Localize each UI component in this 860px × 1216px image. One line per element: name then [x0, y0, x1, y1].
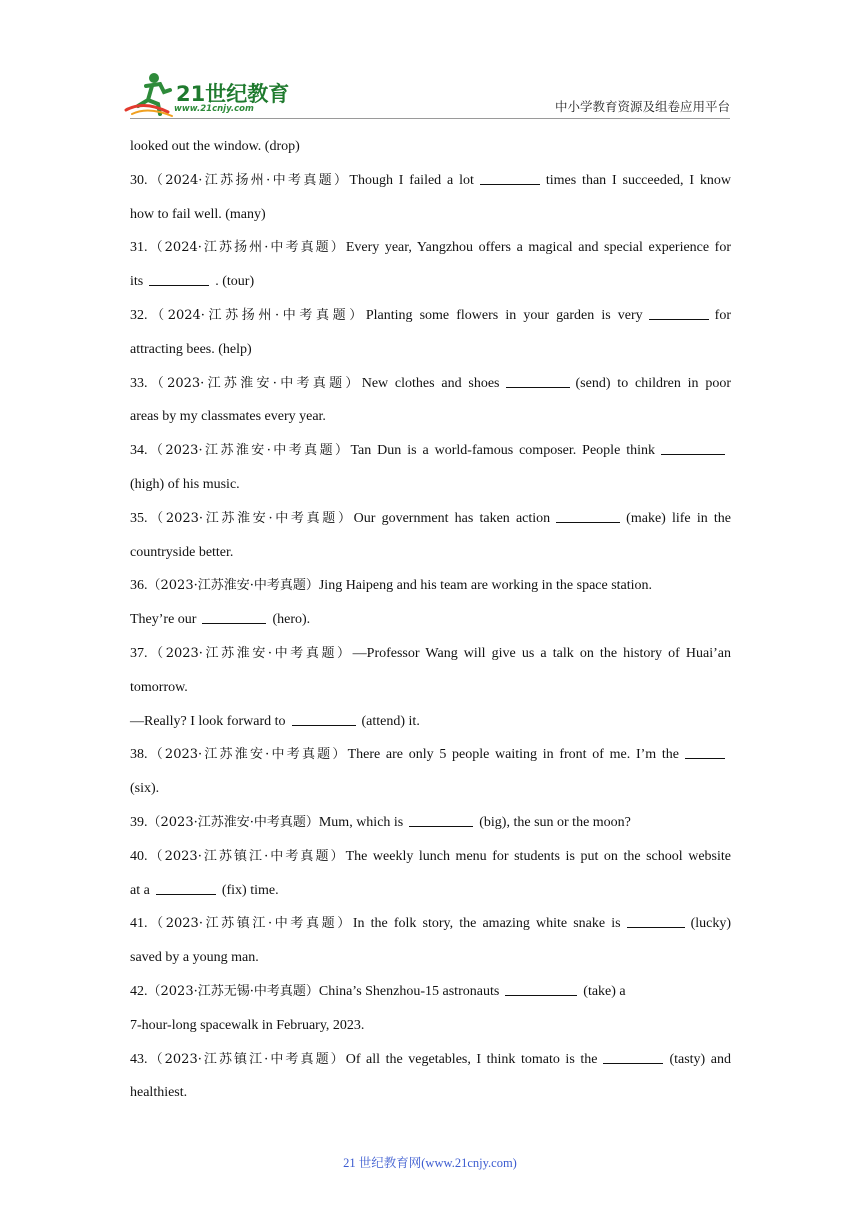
question-source: （2023·江苏淮安·中考真题） — [147, 814, 319, 830]
question-source: （2023·江苏淮安·中考真题） — [147, 510, 354, 526]
question-number: 31. — [130, 240, 148, 256]
question-text-line — [130, 265, 731, 299]
answer-blank[interactable] — [480, 170, 540, 185]
question-number: 32. — [130, 307, 148, 323]
question-line — [130, 434, 731, 468]
answer-blank[interactable] — [505, 981, 577, 996]
answer-blank[interactable] — [156, 880, 216, 895]
question-text: Tan Dun is a world-famous composer. People think — [350, 443, 655, 459]
line-text: tomorrow. — [130, 679, 188, 695]
question-text: —Professor Wang will give us a talk on the history of Huai’an — [352, 645, 731, 661]
question-text-line — [130, 130, 731, 164]
question-source: （2023·江苏淮安·中考真题） — [147, 375, 362, 391]
question-line — [130, 975, 731, 1009]
question-text-line — [130, 198, 731, 232]
header-divider — [130, 118, 730, 119]
answer-blank[interactable] — [603, 1049, 663, 1064]
question-source: （2023·江苏镇江·中考真题） — [147, 848, 346, 864]
answer-blank[interactable] — [409, 812, 473, 827]
answer-blank[interactable] — [649, 305, 709, 320]
question-number: 38. — [130, 747, 148, 763]
question-list — [130, 130, 731, 1110]
line-text: 7-hour-long spacewalk in February, 2023. — [130, 1017, 365, 1033]
question-number: 35. — [130, 510, 148, 526]
question-source: （2023·江苏镇江·中考真题） — [147, 1051, 346, 1067]
line-text: its — [130, 274, 144, 290]
answer-blank[interactable] — [202, 609, 266, 624]
line-text: (fix) time. — [221, 882, 279, 898]
question-text: The weekly lunch menu for students is put on the school website — [345, 848, 731, 864]
question-text: Jing Haipeng and his team are working in the space station. — [318, 578, 653, 594]
question-source: （2023·江苏淮安·中考真题） — [147, 747, 348, 763]
question-text-line — [130, 333, 731, 367]
runner-icon — [124, 70, 176, 118]
platform-tagline: 中小学教育资源及组卷应用平台 — [554, 99, 730, 114]
question-source: （2023·江苏淮安·中考真题） — [147, 578, 319, 594]
question-text: (make) life in the — [626, 510, 731, 526]
question-line — [130, 367, 731, 401]
question-text: China’s Shenzhou-15 astronauts — [318, 983, 500, 999]
question-source: （2024·江苏扬州·中考真题） — [147, 240, 346, 256]
page-header — [0, 0, 860, 130]
question-text: Our government has taken action — [353, 510, 551, 526]
line-text: attracting bees. (help) — [130, 341, 252, 357]
line-text: saved by a young man. — [130, 950, 259, 966]
question-text-line — [130, 1009, 731, 1043]
question-text-line — [130, 1076, 731, 1110]
question-text: Of all the vegetables, I think tomato is the — [345, 1051, 598, 1067]
line-text: healthiest. — [130, 1085, 188, 1101]
question-text-line — [130, 603, 731, 637]
question-line — [130, 569, 731, 603]
question-line — [130, 637, 731, 671]
question-line — [130, 840, 731, 874]
question-line — [130, 907, 731, 941]
question-line — [130, 1043, 731, 1077]
question-number: 41. — [130, 916, 148, 932]
answer-blank[interactable] — [661, 440, 725, 455]
question-text: (send) to children in poor — [575, 375, 731, 391]
question-text-line — [130, 671, 731, 705]
question-text: (tasty) and — [669, 1051, 731, 1067]
question-text-line — [130, 400, 731, 434]
question-text: Mum, which is — [318, 814, 404, 830]
question-text: Though I failed a lot — [349, 172, 474, 188]
question-text: (take) a — [583, 983, 626, 999]
question-text: In the folk story, the amazing white snake is — [352, 916, 621, 932]
question-line — [130, 231, 731, 265]
question-number: 30. — [130, 172, 148, 188]
question-number: 34. — [130, 443, 148, 459]
answer-blank[interactable] — [506, 373, 570, 388]
line-text: (high) of his music. — [130, 476, 240, 492]
answer-blank[interactable] — [627, 913, 685, 928]
question-number: 36. — [130, 578, 148, 594]
question-text: for — [714, 307, 731, 323]
line-text: areas by my classmates every year. — [130, 409, 326, 425]
logo-text: 21世纪教育 — [176, 82, 290, 106]
question-line — [130, 806, 731, 840]
question-number: 37. — [130, 645, 148, 661]
logo-url: www.21cnjy.com — [174, 104, 254, 114]
question-text-line — [130, 772, 731, 806]
footer-link[interactable]: 21 世纪教育网(www.21cnjy.com) — [343, 1156, 517, 1170]
question-text-line — [130, 941, 731, 975]
line-text: (attend) it. — [361, 713, 420, 729]
line-text: . (tour) — [215, 274, 255, 290]
question-line — [130, 738, 731, 772]
question-number: 33. — [130, 375, 148, 391]
site-logo[interactable] — [124, 70, 294, 118]
line-text: They’re our — [130, 612, 197, 628]
question-source: （2023·江苏淮安·中考真题） — [147, 645, 353, 661]
question-number: 39. — [130, 814, 148, 830]
line-text: —Really? I look forward to — [130, 713, 286, 729]
question-text-line — [130, 468, 731, 502]
question-text: (lucky) — [690, 916, 731, 932]
question-source: （2024·江苏扬州·中考真题） — [147, 307, 366, 323]
question-source: （2023·江苏淮安·中考真题） — [147, 443, 351, 459]
question-number: 40. — [130, 848, 148, 864]
line-text: how to fail well. (many) — [130, 206, 266, 222]
answer-blank[interactable] — [292, 711, 356, 726]
question-text-line — [130, 874, 731, 908]
question-text: Planting some flowers in your garden is very — [365, 307, 643, 323]
line-text: (six). — [130, 781, 160, 797]
answer-blank[interactable] — [685, 744, 725, 759]
line-text: countryside better. — [130, 544, 234, 560]
question-text-line — [130, 705, 731, 739]
line-text: (hero). — [272, 612, 311, 628]
question-source: （2024·江苏扬州·中考真题） — [147, 172, 350, 188]
question-source: （2023·江苏无锡·中考真题） — [147, 983, 319, 999]
question-number: 42. — [130, 983, 148, 999]
question-text: New clothes and shoes — [361, 375, 500, 391]
line-text: looked out the window. (drop) — [130, 139, 300, 154]
question-source: （2023·江苏镇江·中考真题） — [147, 916, 353, 932]
answer-blank[interactable] — [149, 271, 209, 286]
question-line — [130, 164, 731, 198]
question-text: There are only 5 people waiting in front of me. I’m the — [347, 747, 679, 763]
line-text: at a — [130, 882, 150, 898]
question-number: 43. — [130, 1051, 148, 1067]
question-line — [130, 502, 731, 536]
question-text: (big), the sun or the moon? — [479, 814, 631, 830]
question-text: Every year, Yangzhou offers a magical and special experience for — [345, 240, 731, 256]
answer-blank[interactable] — [556, 508, 620, 523]
question-text: times than I succeeded, I know — [545, 172, 732, 188]
question-text-line — [130, 536, 731, 570]
question-line — [130, 299, 731, 333]
